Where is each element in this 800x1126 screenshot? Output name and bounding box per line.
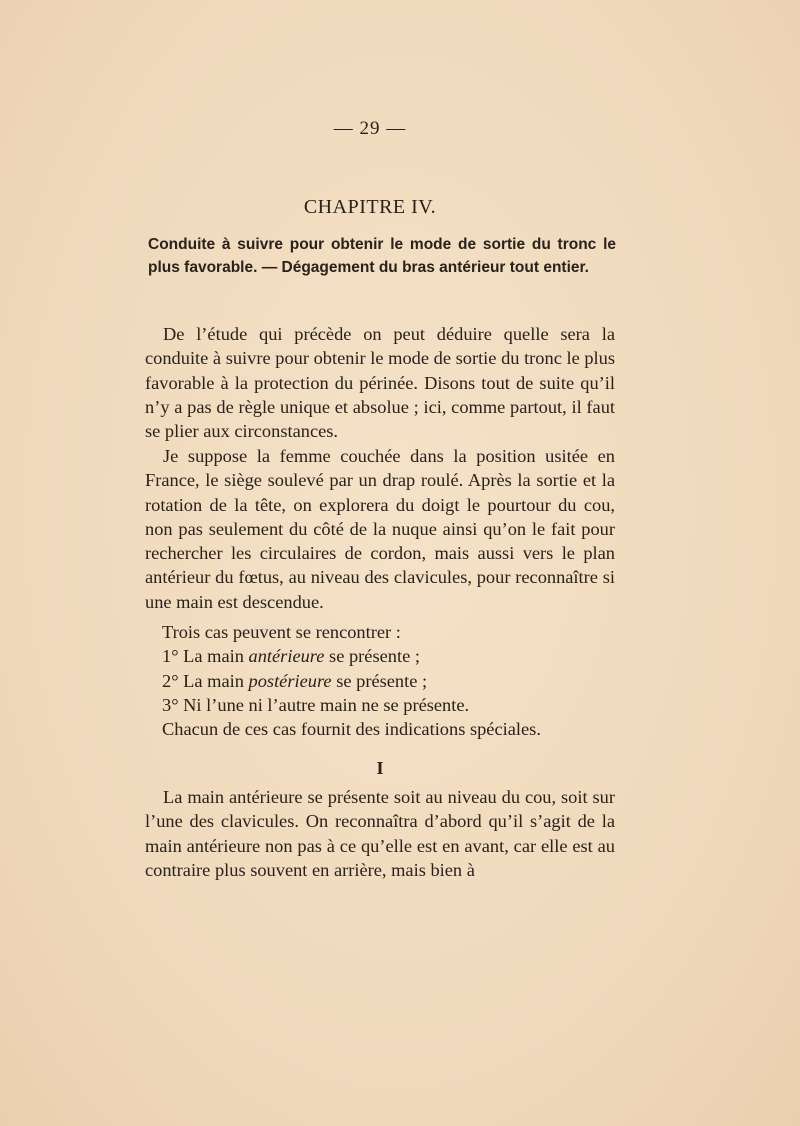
list-item-1 xyxy=(162,644,612,668)
list-item-text: 2° La main xyxy=(162,670,249,691)
list-item-text: 3° Ni l’une ni l’autre main ne se présente. xyxy=(162,694,470,715)
list-item-text: se présente ; xyxy=(324,646,420,667)
cases-list xyxy=(162,620,612,741)
list-item-3 xyxy=(162,693,612,717)
list-item-emphasis: antérieure xyxy=(248,646,325,667)
list-intro: Trois cas peuvent se rencontrer : xyxy=(162,622,401,642)
paragraph-3: La main antérieure se présente soit au niveau du cou, soit sur l’une des clavicules. On reconnaîtra d’abord qu’il s’agit de la main antérieure non pas à ce qu’elle est en avant, car elle est au contraire plus souvent en arrière, mais bien à xyxy=(145,787,615,880)
page-number: — 29 — xyxy=(333,118,407,139)
list-item-emphasis: postérieure xyxy=(248,670,332,691)
paragraph-2: Je suppose la femme couchée dans la position usitée en France, le siège soulevé par un drap roulé. Après la sortie et la rotation de la tête, on explorera du doigt le pourtour du cou, non pas seulement du côté de la nuque ainsi qu’on le fait pour rechercher les circulaires de cordon, mais aussi vers le plan antérieur du fœtus, au niveau des clavicules, pour reconnaître si une main est descendue. xyxy=(145,446,615,612)
list-item-text: 1° La main xyxy=(162,646,249,667)
paragraph-1: De l’étude qui précède on peut déduire quelle sera la conduite à suivre pour obtenir le mode de sortie du tronc le plus favorable à la protection du périnée. Disons tout de suite qu’il n’y a pas de règle unique et absolue ; ici, comme partout, il faut se plier aux circonstances. xyxy=(145,324,615,442)
section-heading: I xyxy=(376,758,384,778)
chapter-summary: Conduite à suivre pour obtenir le mode de sortie du tronc le plus favorable. — Dégagement du bras antérieur tout entier. xyxy=(148,236,616,276)
chapter-title: CHAPITRE IV. xyxy=(303,196,437,218)
list-outro: Chacun de ces cas fournit des indications spéciales. xyxy=(162,719,541,740)
list-item-2 xyxy=(162,669,612,693)
list-item-text: se présente ; xyxy=(331,670,428,691)
